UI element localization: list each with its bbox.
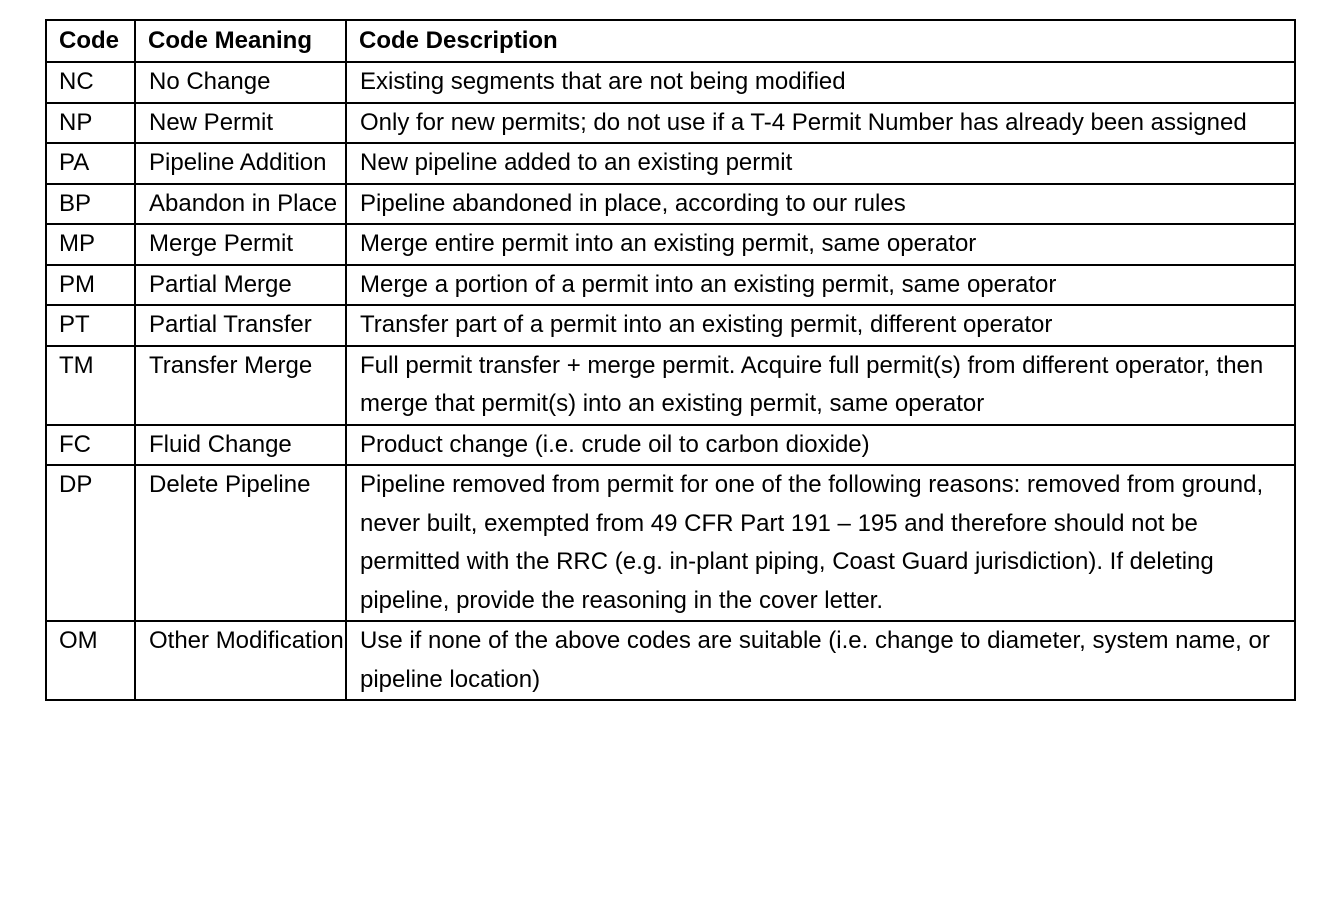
code-cell: PM	[46, 265, 135, 306]
table-row	[46, 224, 1295, 265]
description-cell: Product change (i.e. crude oil to carbon dioxide)	[346, 425, 1295, 466]
header-code-meaning: Code Meaning	[135, 20, 346, 62]
table-row	[46, 465, 1295, 621]
table-header-row	[46, 20, 1295, 62]
table-row	[46, 62, 1295, 103]
code-cell: TM	[46, 346, 135, 425]
description-cell: Pipeline abandoned in place, according to our rules	[346, 184, 1295, 225]
table-row	[46, 143, 1295, 184]
description-cell: Full permit transfer + merge permit. Acquire full permit(s) from different operator, then merge that permit(s) into an existing permit, same operator	[346, 346, 1295, 425]
meaning-cell: Partial Transfer	[135, 305, 346, 346]
code-definitions-table	[45, 19, 1296, 701]
table-row	[46, 265, 1295, 306]
code-cell: NC	[46, 62, 135, 103]
table-row	[46, 103, 1295, 144]
meaning-cell: Pipeline Addition	[135, 143, 346, 184]
table-row	[46, 346, 1295, 425]
code-cell: PT	[46, 305, 135, 346]
code-cell: DP	[46, 465, 135, 621]
header-code-description: Code Description	[346, 20, 1295, 62]
description-cell: Use if none of the above codes are suitable (i.e. change to diameter, system name, or pipeline location)	[346, 621, 1295, 700]
description-cell: Existing segments that are not being modified	[346, 62, 1295, 103]
description-cell: New pipeline added to an existing permit	[346, 143, 1295, 184]
meaning-cell: Partial Merge	[135, 265, 346, 306]
table-row	[46, 184, 1295, 225]
code-cell: BP	[46, 184, 135, 225]
code-cell: OM	[46, 621, 135, 700]
meaning-cell: New Permit	[135, 103, 346, 144]
table-row	[46, 425, 1295, 466]
meaning-cell: Fluid Change	[135, 425, 346, 466]
description-cell: Transfer part of a permit into an existing permit, different operator	[346, 305, 1295, 346]
description-cell: Merge a portion of a permit into an existing permit, same operator	[346, 265, 1295, 306]
meaning-cell: Other Modification	[135, 621, 346, 700]
meaning-cell: No Change	[135, 62, 346, 103]
code-cell: PA	[46, 143, 135, 184]
header-code: Code	[46, 20, 135, 62]
description-cell: Merge entire permit into an existing permit, same operator	[346, 224, 1295, 265]
meaning-cell: Merge Permit	[135, 224, 346, 265]
code-cell: NP	[46, 103, 135, 144]
code-cell: FC	[46, 425, 135, 466]
table-row	[46, 305, 1295, 346]
code-cell: MP	[46, 224, 135, 265]
description-cell: Only for new permits; do not use if a T-4 Permit Number has already been assigned	[346, 103, 1295, 144]
description-cell: Pipeline removed from permit for one of the following reasons: removed from ground, never built, exempted from 49 CFR Part 191 – 195 and therefore should not be permitted with the RRC (e.g. in-plant piping, Coast Guard jurisdiction). If deleting pipeline, provide the reasoning in the cover letter.	[346, 465, 1295, 621]
meaning-cell: Delete Pipeline	[135, 465, 346, 621]
table-row	[46, 621, 1295, 700]
meaning-cell: Abandon in Place	[135, 184, 346, 225]
meaning-cell: Transfer Merge	[135, 346, 346, 425]
